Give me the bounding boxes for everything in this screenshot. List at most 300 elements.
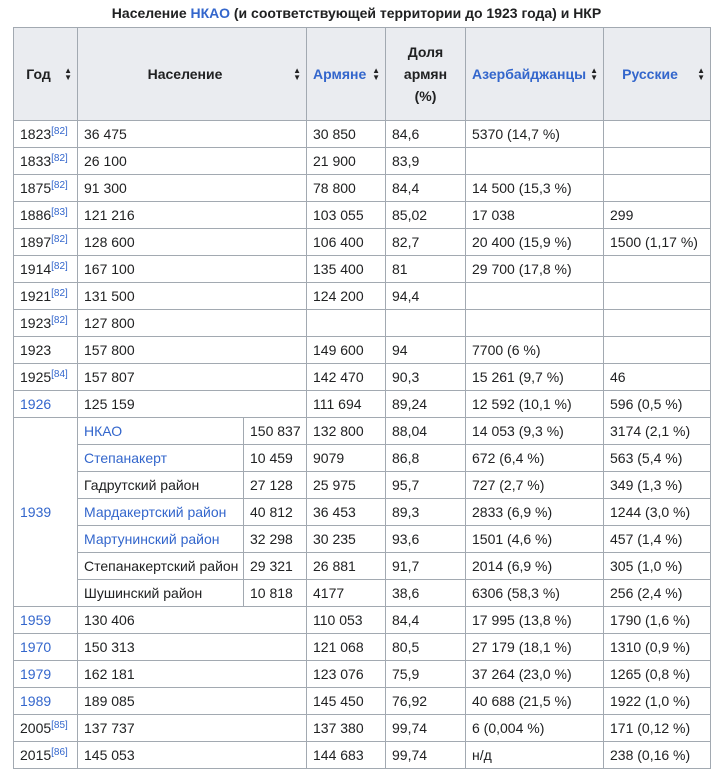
armenians-cell-text: 124 200 xyxy=(313,288,364,304)
armenians-cell xyxy=(307,634,386,661)
russians-cell xyxy=(604,121,711,148)
armenians-cell-text: 111 694 xyxy=(313,396,362,412)
armenian-share-cell xyxy=(386,310,466,337)
subregion-name-cell-text: Гадрутский район xyxy=(84,477,200,493)
table-row xyxy=(14,175,711,202)
armenian-share-cell xyxy=(386,418,466,445)
russians-cell-text: 1922 (1,0 %) xyxy=(610,693,691,709)
russians-cell-text: 171 (0,12 %) xyxy=(610,720,691,736)
azerbaijanis-cell-text: 727 (2,7 %) xyxy=(472,477,545,493)
header-year-label: Год xyxy=(26,66,51,82)
reference-link[interactable]: [82] xyxy=(51,315,68,326)
armenian-share-cell-text: 76,92 xyxy=(392,693,428,709)
population-cell xyxy=(78,715,307,742)
armenian-share-cell-text: 84,4 xyxy=(392,612,420,628)
population-cell-text: 157 807 xyxy=(84,369,135,385)
table-row xyxy=(14,337,711,364)
year-cell-link[interactable]: 1979 xyxy=(20,666,52,682)
header-share-line2: армян xyxy=(403,66,448,82)
russians-cell-text: 3174 (2,1 %) xyxy=(610,423,691,439)
azerbaijanis-cell-text: 6306 (58,3 %) xyxy=(472,585,560,601)
table-row-1939 xyxy=(14,418,711,445)
year-cell xyxy=(14,202,78,229)
reference-link[interactable]: [82] xyxy=(51,288,68,299)
armenians-cell-text: 26 881 xyxy=(313,558,356,574)
armenians-cell-text: 144 683 xyxy=(313,747,364,763)
year-cell-text: 1833 xyxy=(20,153,52,169)
armenians-cell xyxy=(307,526,386,553)
armenian-share-cell-text: 89,24 xyxy=(392,396,428,412)
reference-sup xyxy=(51,207,68,218)
armenians-cell-text: 123 076 xyxy=(313,666,364,682)
population-cell xyxy=(78,337,307,364)
russians-cell-text: 1265 (0,8 %) xyxy=(610,666,691,682)
azerbaijanis-cell xyxy=(466,202,604,229)
azerbaijanis-cell-text: 5370 (14,7 %) xyxy=(472,126,560,142)
armenian-share-cell-text: 84,6 xyxy=(392,126,420,142)
subregion-population-cell xyxy=(244,580,307,607)
armenian-share-cell-text: 82,7 xyxy=(392,234,420,250)
reference-sup xyxy=(51,126,68,137)
azerbaijanis-cell xyxy=(466,310,604,337)
subregion-population-cell xyxy=(244,526,307,553)
subregion-population-cell-text: 32 298 xyxy=(250,531,293,547)
population-cell xyxy=(78,364,307,391)
azerbaijanis-cell-text: 14 500 (15,3 %) xyxy=(472,180,572,196)
armenian-share-cell xyxy=(386,688,466,715)
sort-icon[interactable]: ▲ ▼ xyxy=(64,66,72,82)
reference-link[interactable]: [82] xyxy=(51,261,68,272)
reference-link[interactable]: [82] xyxy=(51,126,68,137)
armenian-share-cell xyxy=(386,661,466,688)
armenians-cell xyxy=(307,688,386,715)
azerbaijanis-cell xyxy=(466,607,604,634)
russians-cell-text: 238 (0,16 %) xyxy=(610,747,691,763)
population-cell xyxy=(78,634,307,661)
armenians-cell-text: 9079 xyxy=(313,450,345,466)
russians-cell xyxy=(604,175,711,202)
armenians-cell xyxy=(307,499,386,526)
table-row xyxy=(14,715,711,742)
header-azerbaijanis-link[interactable]: Азербайджанцы xyxy=(472,66,587,82)
russians-cell xyxy=(604,634,711,661)
armenian-share-cell xyxy=(386,229,466,256)
sort-icon[interactable]: ▲ ▼ xyxy=(293,66,301,82)
armenians-cell xyxy=(307,472,386,499)
subregion-population-cell xyxy=(244,472,307,499)
azerbaijanis-cell xyxy=(466,418,604,445)
table-row xyxy=(14,121,711,148)
armenians-cell-text: 121 068 xyxy=(313,639,364,655)
population-cell-text: 121 216 xyxy=(84,207,135,223)
russians-cell-text: 46 xyxy=(610,369,626,385)
table-row-1939 xyxy=(14,445,711,472)
population-table xyxy=(13,27,711,769)
population-cell xyxy=(78,661,307,688)
azerbaijanis-cell xyxy=(466,391,604,418)
year-cell xyxy=(14,634,78,661)
reference-link[interactable]: [84] xyxy=(51,369,68,380)
year-cell-text: 1923 xyxy=(20,342,52,358)
year-cell-text: 1886 xyxy=(20,207,52,223)
subregion-population-cell-text: 40 812 xyxy=(250,504,293,520)
year-cell-1939-link[interactable]: 1939 xyxy=(20,504,52,520)
year-cell-text: 1875 xyxy=(20,180,52,196)
azerbaijanis-cell-text: 17 038 xyxy=(472,207,515,223)
russians-cell-text: 1500 (1,17 %) xyxy=(610,234,698,250)
azerbaijanis-cell-text: 12 592 (10,1 %) xyxy=(472,396,572,412)
armenian-share-cell xyxy=(386,202,466,229)
year-cell-text: 1923 xyxy=(20,315,52,331)
subregion-population-cell-text: 29 321 xyxy=(250,558,293,574)
russians-cell xyxy=(604,688,711,715)
year-cell-text: 1914 xyxy=(20,261,52,277)
armenians-cell-text: 106 400 xyxy=(313,234,364,250)
russians-cell xyxy=(604,607,711,634)
caption-link-nkao[interactable]: НКАО xyxy=(190,5,230,21)
table-row xyxy=(14,607,711,634)
azerbaijanis-cell xyxy=(466,148,604,175)
sort-icon[interactable]: ▲ ▼ xyxy=(697,66,705,82)
azerbaijanis-cell-text: 40 688 (21,5 %) xyxy=(472,693,572,709)
armenian-share-cell-text: 84,4 xyxy=(392,180,420,196)
azerbaijanis-cell-text: 29 700 (17,8 %) xyxy=(472,261,572,277)
table-row xyxy=(14,661,711,688)
russians-cell xyxy=(604,364,711,391)
russians-cell xyxy=(604,148,711,175)
armenian-share-cell xyxy=(386,580,466,607)
russians-cell-text: 256 (2,4 %) xyxy=(610,585,683,601)
table-row-1939 xyxy=(14,553,711,580)
armenians-cell-text: 132 800 xyxy=(313,423,364,439)
reference-sup xyxy=(51,288,68,299)
armenians-cell xyxy=(307,742,386,769)
reference-sup xyxy=(51,261,68,272)
armenians-cell-text: 137 380 xyxy=(313,720,364,736)
armenians-cell xyxy=(307,391,386,418)
azerbaijanis-cell xyxy=(466,337,604,364)
subregion-name-cell xyxy=(78,418,244,445)
armenians-cell xyxy=(307,202,386,229)
year-cell xyxy=(14,148,78,175)
russians-cell-text: 305 (1,0 %) xyxy=(610,558,683,574)
armenian-share-cell-text: 81 xyxy=(392,261,408,277)
armenians-cell xyxy=(307,418,386,445)
header-population[interactable] xyxy=(78,28,307,121)
caption-prefix: Население xyxy=(111,5,191,21)
russians-cell xyxy=(604,499,711,526)
subregion-name-cell xyxy=(78,472,244,499)
azerbaijanis-cell xyxy=(466,688,604,715)
header-armenians-link[interactable]: Армяне xyxy=(313,66,367,82)
russians-cell xyxy=(604,445,711,472)
reference-link[interactable]: [82] xyxy=(51,180,68,191)
russians-cell xyxy=(604,202,711,229)
russians-cell-text: 596 (0,5 %) xyxy=(610,396,683,412)
header-russians-link[interactable]: Русские xyxy=(622,66,678,82)
azerbaijanis-cell-text: 7700 (6 %) xyxy=(472,342,541,358)
year-cell-text: 1823 xyxy=(20,126,52,142)
armenian-share-cell-text: 95,7 xyxy=(392,477,420,493)
population-cell xyxy=(78,688,307,715)
azerbaijanis-cell xyxy=(466,661,604,688)
reference-link[interactable]: [83] xyxy=(51,207,68,218)
russians-cell-text: 563 (5,4 %) xyxy=(610,450,683,466)
azerbaijanis-cell xyxy=(466,526,604,553)
year-cell xyxy=(14,229,78,256)
armenians-cell xyxy=(307,121,386,148)
subregion-name-cell xyxy=(78,526,244,553)
azerbaijanis-cell-text: 17 995 (13,8 %) xyxy=(472,612,572,628)
header-share-line3: (%) xyxy=(414,88,437,104)
year-cell xyxy=(14,175,78,202)
population-cell xyxy=(78,175,307,202)
year-cell xyxy=(14,688,78,715)
year-cell xyxy=(14,742,78,769)
population-cell xyxy=(78,742,307,769)
armenian-share-cell xyxy=(386,472,466,499)
table-row-1939 xyxy=(14,499,711,526)
reference-link[interactable]: [86] xyxy=(51,747,68,758)
sort-icon[interactable]: ▲ ▼ xyxy=(372,66,380,82)
subregion-name-cell xyxy=(78,445,244,472)
armenian-share-cell-text: 85,02 xyxy=(392,207,428,223)
russians-cell xyxy=(604,661,711,688)
table-row xyxy=(14,310,711,337)
armenians-cell-text: 30 850 xyxy=(313,126,356,142)
population-cell-text: 131 500 xyxy=(84,288,135,304)
year-cell-link[interactable]: 1926 xyxy=(20,396,52,412)
russians-cell xyxy=(604,742,711,769)
azerbaijanis-cell xyxy=(466,742,604,769)
table-row xyxy=(14,256,711,283)
header-armenian-share xyxy=(386,28,466,121)
year-cell xyxy=(14,715,78,742)
population-cell-text: 128 600 xyxy=(84,234,135,250)
table-row xyxy=(14,202,711,229)
azerbaijanis-cell-text: 672 (6,4 %) xyxy=(472,450,545,466)
subregion-population-cell-text: 27 128 xyxy=(250,477,293,493)
year-cell xyxy=(14,364,78,391)
subregion-name-cell-text: Степанакертский район xyxy=(84,558,239,574)
reference-sup xyxy=(51,369,68,380)
subregion-population-cell xyxy=(244,418,307,445)
year-cell xyxy=(14,607,78,634)
subregion-name-cell-link[interactable]: Мардакертский район xyxy=(84,504,227,520)
table-row-1939 xyxy=(14,580,711,607)
header-row xyxy=(14,28,711,121)
azerbaijanis-cell-text: 2833 (6,9 %) xyxy=(472,504,553,520)
sort-icon[interactable]: ▲ ▼ xyxy=(590,66,598,82)
armenians-cell-text: 110 053 xyxy=(313,612,363,628)
population-cell-text: 189 085 xyxy=(84,693,135,709)
armenian-share-cell xyxy=(386,742,466,769)
russians-cell xyxy=(604,553,711,580)
armenians-cell xyxy=(307,580,386,607)
subregion-name-cell-link[interactable]: Мартунинский район xyxy=(84,531,220,547)
population-cell xyxy=(78,310,307,337)
azerbaijanis-cell-text: 27 179 (18,1 %) xyxy=(472,639,572,655)
russians-cell-text: 349 (1,3 %) xyxy=(610,477,683,493)
azerbaijanis-cell xyxy=(466,364,604,391)
reference-sup xyxy=(51,234,68,245)
armenians-cell xyxy=(307,283,386,310)
armenians-cell-text: 103 055 xyxy=(313,207,364,223)
armenians-cell xyxy=(307,553,386,580)
azerbaijanis-cell xyxy=(466,283,604,310)
population-cell-text: 91 300 xyxy=(84,180,127,196)
armenian-share-cell-text: 83,9 xyxy=(392,153,420,169)
year-cell xyxy=(14,337,78,364)
russians-cell-text: 1244 (3,0 %) xyxy=(610,504,691,520)
population-cell-text: 150 313 xyxy=(84,639,135,655)
armenian-share-cell xyxy=(386,337,466,364)
header-russians[interactable] xyxy=(604,28,711,121)
armenian-share-cell-text: 91,7 xyxy=(392,558,420,574)
year-cell-1939 xyxy=(14,418,78,607)
russians-cell xyxy=(604,526,711,553)
russians-cell xyxy=(604,283,711,310)
azerbaijanis-cell-text: 6 (0,004 %) xyxy=(472,720,545,736)
population-cell xyxy=(78,202,307,229)
russians-cell xyxy=(604,256,711,283)
armenians-cell-text: 25 975 xyxy=(313,477,356,493)
year-cell-text: 1921 xyxy=(20,288,52,304)
armenians-cell xyxy=(307,310,386,337)
table-row xyxy=(14,229,711,256)
year-cell xyxy=(14,283,78,310)
subregion-name-cell-text: Шушинский район xyxy=(84,585,203,601)
subregion-population-cell-text: 150 837 xyxy=(250,423,301,439)
azerbaijanis-cell-text: 2014 (6,9 %) xyxy=(472,558,553,574)
reference-link[interactable]: [82] xyxy=(51,153,68,164)
armenians-cell xyxy=(307,229,386,256)
population-cell xyxy=(78,229,307,256)
azerbaijanis-cell-text: 37 264 (23,0 %) xyxy=(472,666,572,682)
subregion-population-cell xyxy=(244,553,307,580)
year-cell-text: 2005 xyxy=(20,720,52,736)
armenian-share-cell-text: 90,3 xyxy=(392,369,420,385)
armenians-cell-text: 4177 xyxy=(313,585,345,601)
population-cell-text: 130 406 xyxy=(84,612,135,628)
russians-cell-text: 299 xyxy=(610,207,634,223)
armenians-cell xyxy=(307,445,386,472)
armenian-share-cell-text: 89,3 xyxy=(392,504,420,520)
armenian-share-cell-text: 88,04 xyxy=(392,423,428,439)
azerbaijanis-cell xyxy=(466,229,604,256)
header-population-label: Население xyxy=(147,66,223,82)
armenians-cell-text: 135 400 xyxy=(313,261,364,277)
population-cell xyxy=(78,121,307,148)
table-row xyxy=(14,283,711,310)
armenians-cell xyxy=(307,607,386,634)
armenian-share-cell xyxy=(386,553,466,580)
header-year[interactable] xyxy=(14,28,78,121)
azerbaijanis-cell xyxy=(466,499,604,526)
armenian-share-cell xyxy=(386,607,466,634)
armenian-share-cell xyxy=(386,526,466,553)
population-cell xyxy=(78,256,307,283)
armenians-cell-text: 78 800 xyxy=(313,180,356,196)
year-cell xyxy=(14,121,78,148)
azerbaijanis-cell xyxy=(466,715,604,742)
armenian-share-cell-text: 94 xyxy=(392,342,408,358)
year-cell-link[interactable]: 1989 xyxy=(20,693,52,709)
population-cell-text: 127 800 xyxy=(84,315,135,331)
russians-cell xyxy=(604,391,711,418)
header-azerbaijanis[interactable] xyxy=(466,28,604,121)
azerbaijanis-cell xyxy=(466,445,604,472)
armenian-share-cell-text: 93,6 xyxy=(392,531,420,547)
year-cell-link[interactable]: 1970 xyxy=(20,639,52,655)
armenians-cell xyxy=(307,364,386,391)
table-body xyxy=(14,121,711,769)
header-share-line1: Доля xyxy=(407,44,444,60)
azerbaijanis-cell xyxy=(466,634,604,661)
reference-sup xyxy=(51,153,68,164)
reference-link[interactable]: [85] xyxy=(51,720,68,731)
year-cell-link[interactable]: 1959 xyxy=(20,612,52,628)
armenian-share-cell-text: 99,74 xyxy=(392,747,428,763)
reference-sup xyxy=(51,747,68,758)
armenians-cell-text: 145 450 xyxy=(313,693,364,709)
population-cell-text: 157 800 xyxy=(84,342,135,358)
table-row xyxy=(14,148,711,175)
russians-cell xyxy=(604,715,711,742)
armenians-cell-text: 142 470 xyxy=(313,369,364,385)
population-cell xyxy=(78,607,307,634)
armenian-share-cell-text: 38,6 xyxy=(392,585,420,601)
reference-link[interactable]: [82] xyxy=(51,234,68,245)
subregion-name-cell xyxy=(78,580,244,607)
russians-cell-text: 1310 (0,9 %) xyxy=(610,639,691,655)
reference-sup xyxy=(51,315,68,326)
azerbaijanis-cell xyxy=(466,472,604,499)
armenian-share-cell xyxy=(386,499,466,526)
subregion-name-cell-link[interactable]: НКАО xyxy=(84,423,123,439)
table-row xyxy=(14,742,711,769)
table-row-1939 xyxy=(14,526,711,553)
header-armenians[interactable] xyxy=(307,28,386,121)
armenians-cell-text: 30 235 xyxy=(313,531,356,547)
armenians-cell xyxy=(307,661,386,688)
year-cell-text: 1897 xyxy=(20,234,52,250)
population-cell-text: 26 100 xyxy=(84,153,127,169)
armenians-cell xyxy=(307,175,386,202)
russians-cell xyxy=(604,229,711,256)
azerbaijanis-cell-text: 15 261 (9,7 %) xyxy=(472,369,564,385)
azerbaijanis-cell xyxy=(466,580,604,607)
azerbaijanis-cell xyxy=(466,121,604,148)
population-cell-text: 36 475 xyxy=(84,126,127,142)
table-row-1939 xyxy=(14,472,711,499)
russians-cell xyxy=(604,310,711,337)
population-cell-text: 162 181 xyxy=(84,666,135,682)
population-cell-text: 167 100 xyxy=(84,261,135,277)
population-cell-text: 145 053 xyxy=(84,747,135,763)
year-cell xyxy=(14,310,78,337)
armenian-share-cell xyxy=(386,175,466,202)
armenian-share-cell-text: 99,74 xyxy=(392,720,428,736)
subregion-name-cell-link[interactable]: Степанакерт xyxy=(84,450,167,466)
table-row xyxy=(14,364,711,391)
reference-sup xyxy=(51,180,68,191)
subregion-name-cell xyxy=(78,553,244,580)
azerbaijanis-cell-text: 20 400 (15,9 %) xyxy=(472,234,572,250)
armenian-share-cell xyxy=(386,445,466,472)
subregion-population-cell-text: 10 818 xyxy=(250,585,293,601)
armenian-share-cell xyxy=(386,121,466,148)
